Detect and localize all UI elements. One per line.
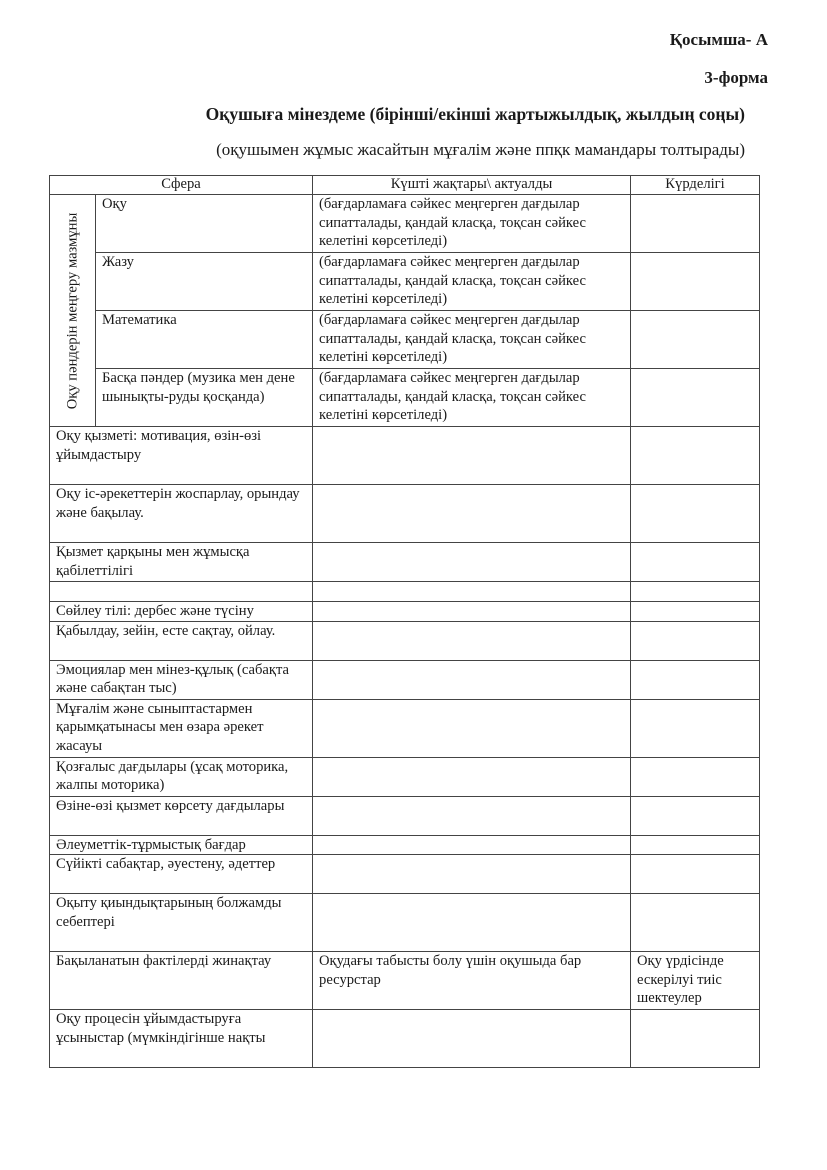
- difficulty-cell[interactable]: [631, 369, 760, 427]
- difficulty-cell[interactable]: [631, 582, 760, 602]
- strengths-cell[interactable]: [313, 485, 631, 543]
- subject-note: (бағдарламаға сәйкес меңгерген дағдылар сипатталады, қандай класқа, тоқсан сәйкес келетіні көрсетіледі): [313, 195, 631, 253]
- group-label: Оқу пәндерін меңгеру мазмұны: [64, 212, 80, 409]
- annex-label: Қосымша- А: [669, 30, 768, 49]
- group-label-cell: [50, 195, 96, 427]
- subject-cell: Оқу: [96, 195, 313, 253]
- subject-note: (бағдарламаға сәйкес меңгерген дағдылар сипатталады, қандай класқа, тоқсан сәйкес келетіні көрсетіледі): [313, 311, 631, 369]
- facts-label: Бақыланатын фактілерді жинақтау: [50, 952, 313, 1010]
- difficulty-cell[interactable]: [631, 757, 760, 796]
- table-row: [50, 699, 760, 757]
- table-row: [50, 952, 760, 1010]
- form-number: 3-форма: [704, 68, 768, 87]
- row-label: Мұғалім және сыныптастармен қарымқатынасы мен өзара әрекет жасауы: [50, 699, 313, 757]
- subject-note: (бағдарламаға сәйкес меңгерген дағдылар сипатталады, қандай класқа, тоқсан сәйкес келетіні көрсетіледі): [313, 253, 631, 311]
- row-label: Оқу іс-әрекеттерін жоспарлау, орындау және бақылау.: [50, 485, 313, 543]
- table-row: [50, 253, 760, 311]
- table-row: [50, 855, 760, 894]
- difficulty-cell[interactable]: [631, 253, 760, 311]
- difficulty-cell[interactable]: [631, 855, 760, 894]
- row-label: Сүйікті сабақтар, әуестену, әдеттер: [50, 855, 313, 894]
- table-row: [50, 1010, 760, 1068]
- row-label: Сөйлеу тілі: дербес және түсіну: [50, 602, 313, 622]
- difficulty-cell[interactable]: [631, 894, 760, 952]
- header-strengths: Күшті жақтары\ актуалды: [313, 176, 631, 195]
- difficulty-cell[interactable]: [631, 621, 760, 660]
- strengths-cell[interactable]: [313, 543, 631, 582]
- row-label: Оқыту қиындықтарының болжамды себептері: [50, 894, 313, 952]
- strengths-cell[interactable]: [313, 582, 631, 602]
- table-row: [50, 796, 760, 835]
- difficulty-cell[interactable]: [631, 602, 760, 622]
- document-title: Оқушыға мінездеме (бірінші/екінші жартыжылдық, жылдың соңы): [205, 104, 745, 124]
- table-row: [50, 602, 760, 622]
- strengths-cell[interactable]: [313, 855, 631, 894]
- strengths-cell[interactable]: [313, 621, 631, 660]
- difficulty-cell[interactable]: [631, 543, 760, 582]
- table-row: [50, 195, 760, 253]
- strengths-cell[interactable]: [313, 757, 631, 796]
- table-row: [50, 311, 760, 369]
- limits-label: Оқу үрдісінде ескерілуі тиіс шектеулер: [631, 952, 760, 1010]
- strengths-cell[interactable]: [313, 427, 631, 485]
- resources-label: Оқудағы табысты болу үшін оқушыда бар ресурстар: [313, 952, 631, 1010]
- row-label: Әлеуметтік-тұрмыстық бағдар: [50, 835, 313, 855]
- table-header-row: [50, 176, 760, 195]
- table-row: [50, 369, 760, 427]
- document-subtitle: (оқушымен жұмыс жасайтын мұғалім және ппқк мамандары толтырады): [216, 140, 745, 159]
- strengths-cell[interactable]: [313, 796, 631, 835]
- difficulty-cell[interactable]: [631, 195, 760, 253]
- row-label: Қозғалыс дағдылары (ұсақ моторика, жалпы моторика): [50, 757, 313, 796]
- difficulty-cell[interactable]: [631, 660, 760, 699]
- difficulty-cell[interactable]: [631, 427, 760, 485]
- header-difficulty: Күрделігі: [631, 176, 760, 195]
- table-row: [50, 894, 760, 952]
- row-label: Қызмет қарқыны мен жұмысқа қабілеттілігі: [50, 543, 313, 582]
- subject-cell: Басқа пәндер (музика мен дене шынықты-руды қосқанда): [96, 369, 313, 427]
- strengths-cell[interactable]: [313, 660, 631, 699]
- recommendations-label: Оқу процесін ұйымдастыруға ұсыныстар (мүмкіндігінше нақты: [50, 1010, 313, 1068]
- strengths-cell[interactable]: [313, 835, 631, 855]
- strengths-cell[interactable]: [313, 602, 631, 622]
- table-row: [50, 485, 760, 543]
- table-row: [50, 582, 760, 602]
- difficulty-cell[interactable]: [631, 1010, 760, 1068]
- strengths-cell[interactable]: [313, 894, 631, 952]
- subject-note: (бағдарламаға сәйкес меңгерген дағдылар сипатталады, қандай класқа, тоқсан сәйкес келетіні көрсетіледі): [313, 369, 631, 427]
- row-label: Қабылдау, зейін, есте сақтау, ойлау.: [50, 621, 313, 660]
- table-row: [50, 835, 760, 855]
- table-row: [50, 543, 760, 582]
- row-label: Өзіне-өзі қызмет көрсету дағдылары: [50, 796, 313, 835]
- header-sphere: Сфера: [50, 176, 313, 195]
- difficulty-cell[interactable]: [631, 835, 760, 855]
- row-label: [50, 582, 313, 602]
- table-row: [50, 757, 760, 796]
- table-row: [50, 621, 760, 660]
- difficulty-cell[interactable]: [631, 699, 760, 757]
- difficulty-cell[interactable]: [631, 311, 760, 369]
- table-row: [50, 427, 760, 485]
- row-label: Эмоциялар мен мінез-құлық (сабақта және сабақтан тыс): [50, 660, 313, 699]
- difficulty-cell[interactable]: [631, 485, 760, 543]
- row-label: Оқу қызметі: мотивация, өзін-өзі ұйымдастыру: [50, 427, 313, 485]
- subject-cell: Математика: [96, 311, 313, 369]
- table-row: [50, 660, 760, 699]
- subject-cell: Жазу: [96, 253, 313, 311]
- difficulty-cell[interactable]: [631, 796, 760, 835]
- strengths-cell[interactable]: [313, 1010, 631, 1068]
- characteristics-table: [49, 175, 760, 1068]
- strengths-cell[interactable]: [313, 699, 631, 757]
